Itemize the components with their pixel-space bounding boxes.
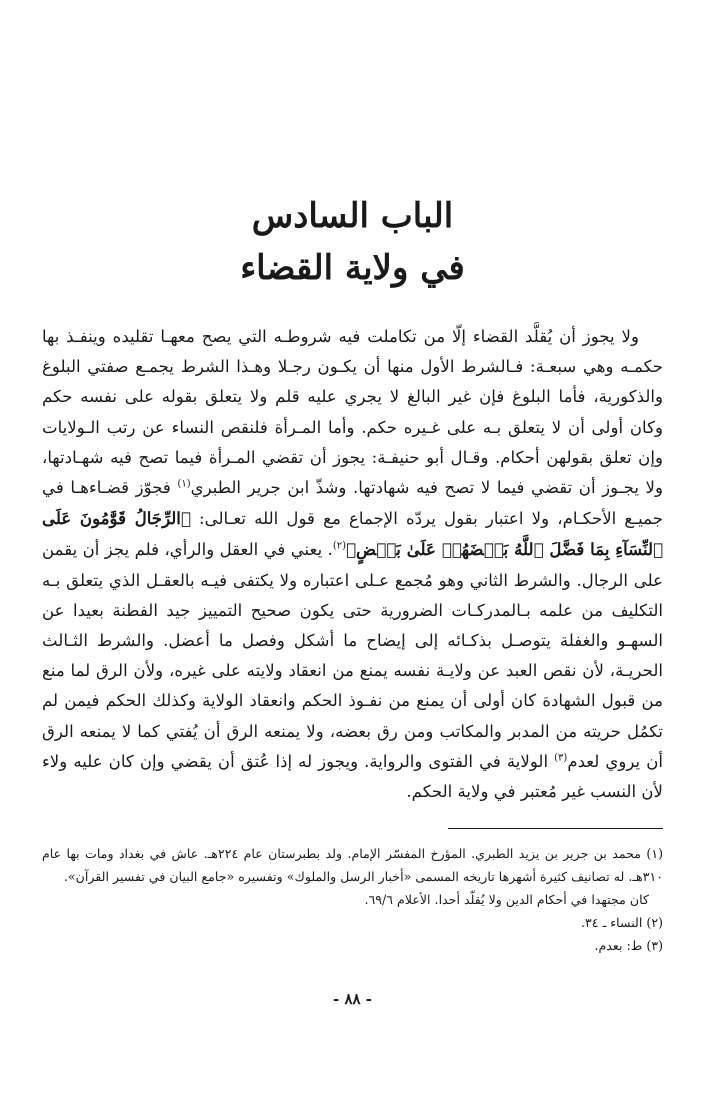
quran-verse: ﴿الرِّجَالُ قَوَّٰمُونَ عَلَى ٱلنِّسَآءِ بِمَا فَضَّلَ ٱللَّهُ بَعۡضَهُمۡ عَلَىٰ بَعۡضٍ﴾: [42, 508, 663, 560]
footnote-3: (٣) ط: بعدم.: [594, 938, 663, 953]
chapter-title-line-2: في ولاية القضاء: [240, 248, 465, 288]
body-text-segment: الولاية في الفتوى والرواية. ويجوز له إذا عُتق أن يقضي وإن كان عليه ولاء لأن النسب غير مُعتبر في ولاية الحكم.: [42, 751, 663, 802]
body-text-segment: . يعني في العقل والرأي، فلم يجز أن يقمن على الرجال. والشرط الثاني وهو مُجمع عـلى اعتباره ولا يكتفى فيـه بالعقـل الذي يتعلق بـه التكليف من علمه بـالمدركـات الضرورية حتى يكون صحيح التمييز جيد الفطنة بعيدا عن السهـو والغفلة يتوصـل بذكـائه إلى إيضاح ما أشكل وفصل ما أعضل. والشرط الثـالث الحريـة، لأن نقص العبد عن ولايـة نفسه يمنع من انعقاد ولايته على غيره، ولأن الرق لما منع من قبول الشهادة كان أولى أن يمنع من نفـوذ الحكم وانعقاد الولاية وكذلك الحكم فيمن لم تكمُل حريته من المدبر والمكاتب ومن رق بعضه، ولا يمنعه الرق أن يُفتي كما لا يمنعه الرق أن يروي لعدم: [42, 540, 663, 771]
body-text-segment: ولا يجوز أن يُقلَّد القضاء إلّا من تكاملت فيه شروطـه التي يصح معهـا تقليده وينفـذ بها حكمـه وهي سبعـة: فـالشرط الأول منها أن يكـون رجـلا وهـذا الشرط يجمـع صفتي البلوغ والذكورية، فأما البلوغ فإن غير البالغ لا يجري عليه قلم ولا يتعلق بقوله على نفسه حكم وكان أولى أن لا يتعلق بـه على غـيره حكم. وأما المـرأة فلنقص النساء عن رتب الـولايات وإن تعلق بقولهن أحكام. وقـال أبو حنيفـة: يجوز أن تقضي المـرأة فيما تصح فيه شهـادتها، ولا يجـوز أن تقضي فيما لا تصح فيه شهادتها. وشذّ ابن جرير الطبري: [42, 327, 663, 498]
footnotes: [42, 842, 663, 957]
footnote-divider: [448, 828, 663, 829]
footnote-2: (٢) النساء ـ ٣٤.: [581, 915, 663, 930]
footnote-reference: (١): [177, 478, 191, 490]
chapter-title: [0, 190, 705, 294]
body-paragraph: [42, 322, 663, 807]
page-number: - ٨٨ -: [332, 990, 373, 1008]
footnote-1-continued: كان مجتهدا في أحكام الدين ولا يُقلّد أحدا. الأعلام ٦٩/٦.: [364, 892, 649, 907]
footnote-reference: (٢): [332, 540, 347, 552]
footnote-reference: (٣): [554, 752, 568, 764]
footnote-1: (١) محمد بن جرير بن يزيد الطبري. المؤرخ المفسّر الإمام. ولد بطبرستان عام ٢٢٤هـ. عاش في بغداد ومات بها عام ٣١٠هـ. له تصانيف كثيرة أشهرها تاريخه المسمى «أخبار الرسل والملوك» وتفسيره «جامع البيان في تفسير القرآن».: [42, 846, 663, 884]
body-text-segment: فجوّز قضـاءهـا في جميـع الأحكـام، ولا اعتبار بقول يردّه الإجماع مع قول الله تعـالى:: [42, 478, 663, 529]
chapter-title-line-1: الباب السادس: [251, 196, 454, 236]
